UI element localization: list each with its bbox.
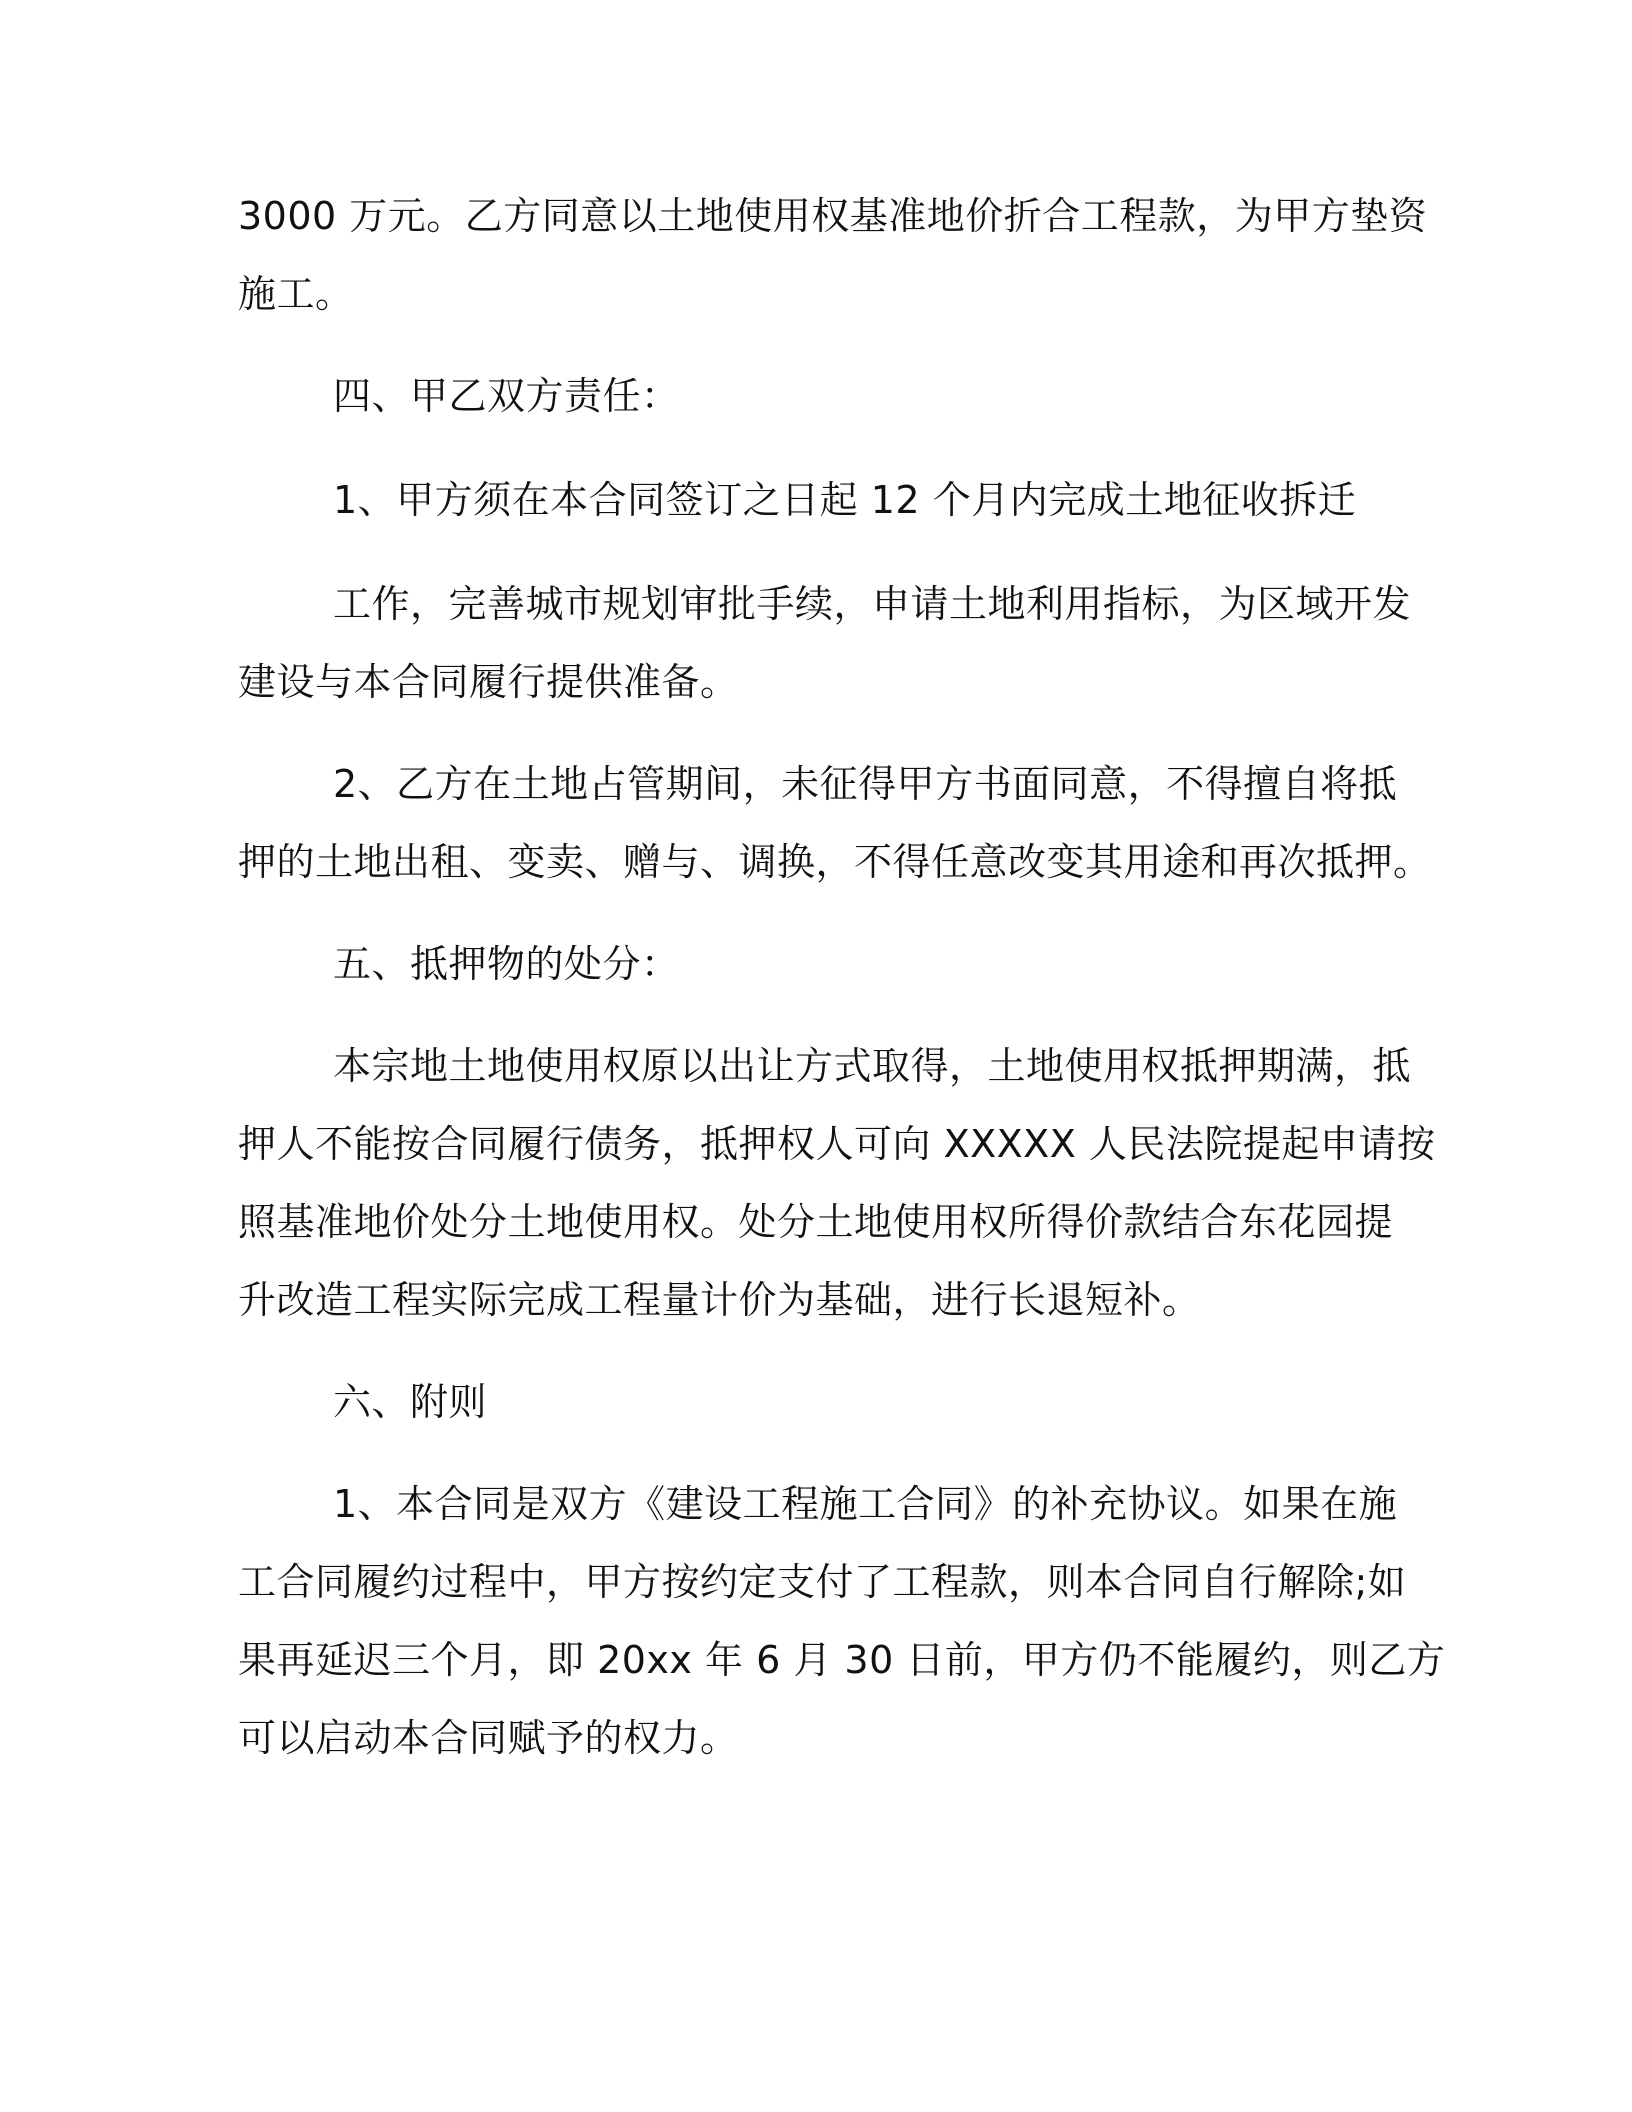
text-line: 本宗地土地使用权原以出让方式取得，土地使用权抵押期满，抵 bbox=[333, 1044, 1412, 1088]
text-line: 押的土地出租、变卖、赠与、调换，不得任意改变其用途和再次抵押。 bbox=[238, 840, 1432, 884]
text-line: 工合同履约过程中，甲方按约定支付了工程款，则本合同自行解除;如 bbox=[238, 1560, 1407, 1604]
text-line: 押人不能按合同履行债务，抵押权人可向 XXXXX 人民法院提起申请按 bbox=[238, 1122, 1436, 1166]
text-line: 果再延迟三个月，即 20xx 年 6 月 30 日前，甲方仍不能履约，则乙方 bbox=[238, 1638, 1446, 1682]
text-line: 1、本合同是双方《建设工程施工合同》的补充协议。如果在施 bbox=[333, 1482, 1398, 1526]
text-line: 建设与本合同履行提供准备。 bbox=[238, 660, 739, 704]
text-line: 升改造工程实际完成工程量计价为基础，进行长退短补。 bbox=[238, 1278, 1201, 1322]
text-line: 照基准地价处分土地使用权。处分土地使用权所得价款结合东花园提 bbox=[238, 1200, 1394, 1244]
text-line: 可以启动本合同赋予的权力。 bbox=[238, 1716, 739, 1760]
text-line: 工作，完善城市规划审批手续，申请土地利用指标，为区域开发 bbox=[333, 582, 1412, 626]
section-heading: 六、附则 bbox=[333, 1380, 488, 1424]
section-heading: 五、抵押物的处分： bbox=[333, 942, 680, 986]
text-line: 施工。 bbox=[238, 272, 354, 316]
text-line: 2、乙方在土地占管期间，未征得甲方书面同意，不得擅自将抵 bbox=[333, 762, 1398, 806]
section-heading: 四、甲乙双方责任： bbox=[333, 374, 680, 418]
text-line: 1、甲方须在本合同签订之日起 12 个月内完成土地征收拆迁 bbox=[333, 478, 1357, 522]
text-line: 3000 万元。乙方同意以土地使用权基准地价折合工程款，为甲方垫资 bbox=[238, 194, 1428, 238]
